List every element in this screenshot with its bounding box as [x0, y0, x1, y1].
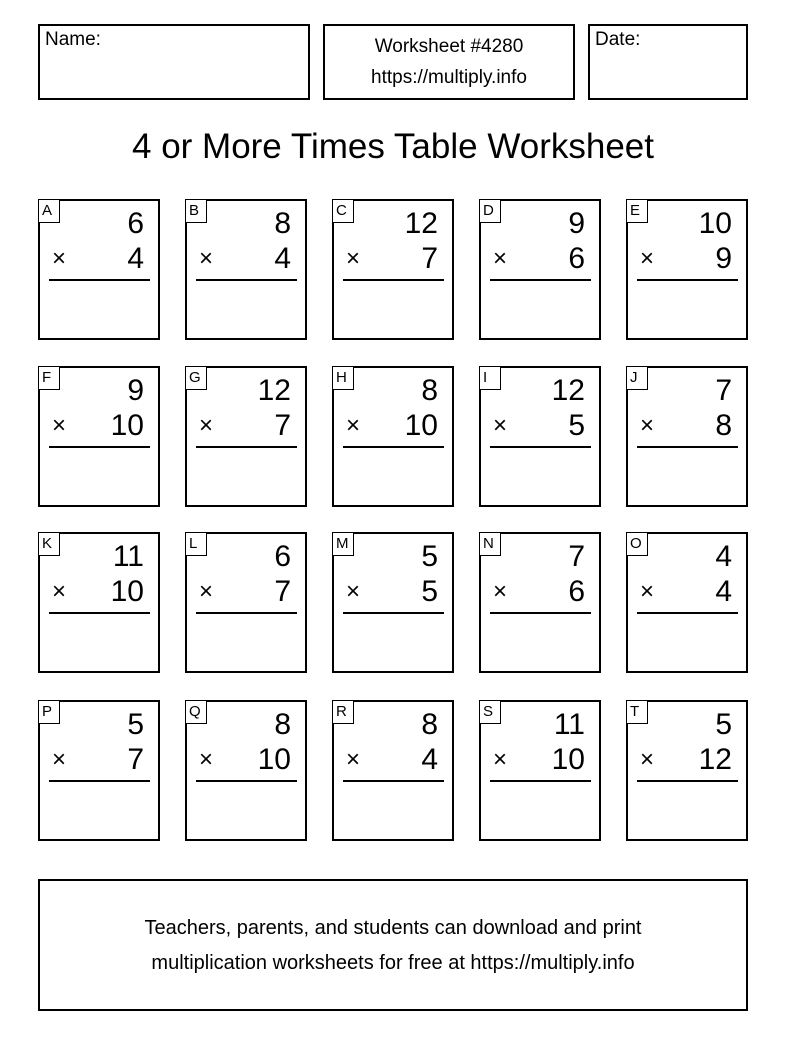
problem-card[interactable] [479, 199, 601, 340]
times-sign: × [52, 245, 67, 272]
problem-multiplicand: 5 [715, 708, 732, 741]
worksheet-info-box [323, 24, 575, 100]
problem-multiplier: 6 [568, 242, 585, 275]
problem-multiplicand: 11 [112, 540, 144, 573]
problem-letter: N [479, 532, 501, 556]
problem-multiplier: 10 [110, 575, 144, 608]
problem-multiplicand: 7 [715, 374, 732, 407]
problem-card[interactable] [38, 700, 160, 841]
name-field-box[interactable] [38, 24, 310, 100]
problem-multiplier: 4 [715, 575, 732, 608]
problem-letter: F [38, 366, 60, 390]
times-sign: × [52, 578, 67, 605]
problem-letter: S [479, 700, 501, 724]
problem-multiplier: 12 [698, 743, 732, 776]
times-sign: × [493, 746, 508, 773]
problem-letter: R [332, 700, 354, 724]
problem-card[interactable] [479, 532, 601, 673]
answer-line [49, 279, 150, 281]
answer-line [196, 446, 297, 448]
problem-multiplicand: 12 [257, 374, 291, 407]
problem-multiplicand: 5 [127, 708, 144, 741]
problem-letter: L [185, 532, 207, 556]
answer-line [637, 446, 738, 448]
answer-line [343, 446, 444, 448]
problem-letter: I [479, 366, 501, 390]
times-sign: × [493, 578, 508, 605]
problem-letter: C [332, 199, 354, 223]
answer-line [196, 780, 297, 782]
problem-card[interactable] [332, 700, 454, 841]
problem-multiplier: 4 [274, 242, 291, 275]
times-sign: × [346, 245, 361, 272]
footer-box [38, 879, 748, 1011]
answer-line [343, 279, 444, 281]
problem-letter: P [38, 700, 60, 724]
problem-letter: O [626, 532, 648, 556]
problem-multiplier: 7 [274, 575, 291, 608]
problem-multiplicand: 8 [421, 708, 438, 741]
problem-multiplicand: 10 [698, 207, 732, 240]
answer-line [637, 780, 738, 782]
problem-multiplier: 10 [257, 743, 291, 776]
worksheet-number: Worksheet #4280 [374, 36, 524, 57]
problem-card[interactable] [332, 532, 454, 673]
times-sign: × [199, 245, 214, 272]
times-sign: × [346, 746, 361, 773]
problem-multiplier: 9 [715, 242, 732, 275]
times-sign: × [199, 578, 214, 605]
answer-line [637, 612, 738, 614]
problem-multiplicand: 7 [568, 540, 585, 573]
answer-line [196, 279, 297, 281]
name-label: Name: [45, 29, 101, 50]
problem-multiplicand: 8 [274, 708, 291, 741]
problem-letter: A [38, 199, 60, 223]
page-title: 4 or More Times Table Worksheet [132, 127, 654, 166]
problem-card[interactable] [479, 366, 601, 507]
problem-multiplier: 4 [421, 743, 438, 776]
times-sign: × [640, 412, 655, 439]
problem-card[interactable] [38, 199, 160, 340]
times-sign: × [346, 578, 361, 605]
answer-line [637, 279, 738, 281]
answer-line [343, 780, 444, 782]
problem-letter: J [626, 366, 648, 390]
problem-letter: T [626, 700, 648, 724]
answer-line [49, 446, 150, 448]
times-sign: × [640, 746, 655, 773]
problem-multiplier: 10 [110, 409, 144, 442]
footer-line-1: Teachers, parents, and students can download and print [144, 917, 642, 939]
problem-multiplier: 10 [404, 409, 438, 442]
times-sign: × [52, 746, 67, 773]
problem-multiplicand: 6 [127, 207, 144, 240]
problem-card[interactable] [332, 199, 454, 340]
problem-card[interactable] [185, 366, 307, 507]
problem-letter: D [479, 199, 501, 223]
answer-line [343, 612, 444, 614]
problem-multiplicand: 8 [274, 207, 291, 240]
date-label: Date: [595, 29, 641, 50]
problem-letter: E [626, 199, 648, 223]
problem-multiplicand: 12 [551, 374, 585, 407]
problem-multiplicand: 4 [715, 540, 732, 573]
answer-line [490, 279, 591, 281]
times-sign: × [640, 578, 655, 605]
problem-multiplicand: 11 [553, 708, 585, 741]
problem-multiplier: 8 [715, 409, 732, 442]
times-sign: × [493, 245, 508, 272]
problem-multiplier: 5 [568, 409, 585, 442]
problem-multiplicand: 8 [421, 374, 438, 407]
problem-letter: K [38, 532, 60, 556]
problem-card[interactable] [626, 700, 748, 841]
problem-letter: B [185, 199, 207, 223]
problem-multiplier: 7 [274, 409, 291, 442]
problem-multiplicand: 5 [421, 540, 438, 573]
problem-card[interactable] [626, 199, 748, 340]
problem-multiplier: 7 [421, 242, 438, 275]
times-sign: × [199, 746, 214, 773]
times-sign: × [52, 412, 67, 439]
times-sign: × [199, 412, 214, 439]
answer-line [490, 780, 591, 782]
problem-multiplier: 10 [551, 743, 585, 776]
problem-card[interactable] [38, 366, 160, 507]
problem-card[interactable] [626, 366, 748, 507]
problem-multiplicand: 9 [127, 374, 144, 407]
answer-line [49, 780, 150, 782]
problem-card[interactable] [185, 532, 307, 673]
problem-multiplier: 4 [127, 242, 144, 275]
problem-card[interactable] [38, 532, 160, 673]
problem-card[interactable] [332, 366, 454, 507]
answer-line [49, 612, 150, 614]
problem-letter: H [332, 366, 354, 390]
problem-card[interactable] [185, 700, 307, 841]
problem-card[interactable] [185, 199, 307, 340]
problem-letter: Q [185, 700, 207, 724]
problem-multiplier: 5 [421, 575, 438, 608]
problem-letter: M [332, 532, 354, 556]
problem-card[interactable] [479, 700, 601, 841]
worksheet-url: https://multiply.info [371, 67, 527, 88]
footer-line-2: multiplication worksheets for free at https://multiply.info [151, 952, 635, 974]
answer-line [490, 612, 591, 614]
answer-line [196, 612, 297, 614]
times-sign: × [346, 412, 361, 439]
problem-card[interactable] [626, 532, 748, 673]
problem-multiplier: 6 [568, 575, 585, 608]
date-field-box[interactable] [588, 24, 748, 100]
times-sign: × [640, 245, 655, 272]
answer-line [490, 446, 591, 448]
times-sign: × [493, 412, 508, 439]
problem-multiplicand: 9 [568, 207, 585, 240]
problem-multiplier: 7 [127, 743, 144, 776]
problem-letter: G [185, 366, 207, 390]
problem-multiplicand: 12 [404, 207, 438, 240]
problem-multiplicand: 6 [274, 540, 291, 573]
